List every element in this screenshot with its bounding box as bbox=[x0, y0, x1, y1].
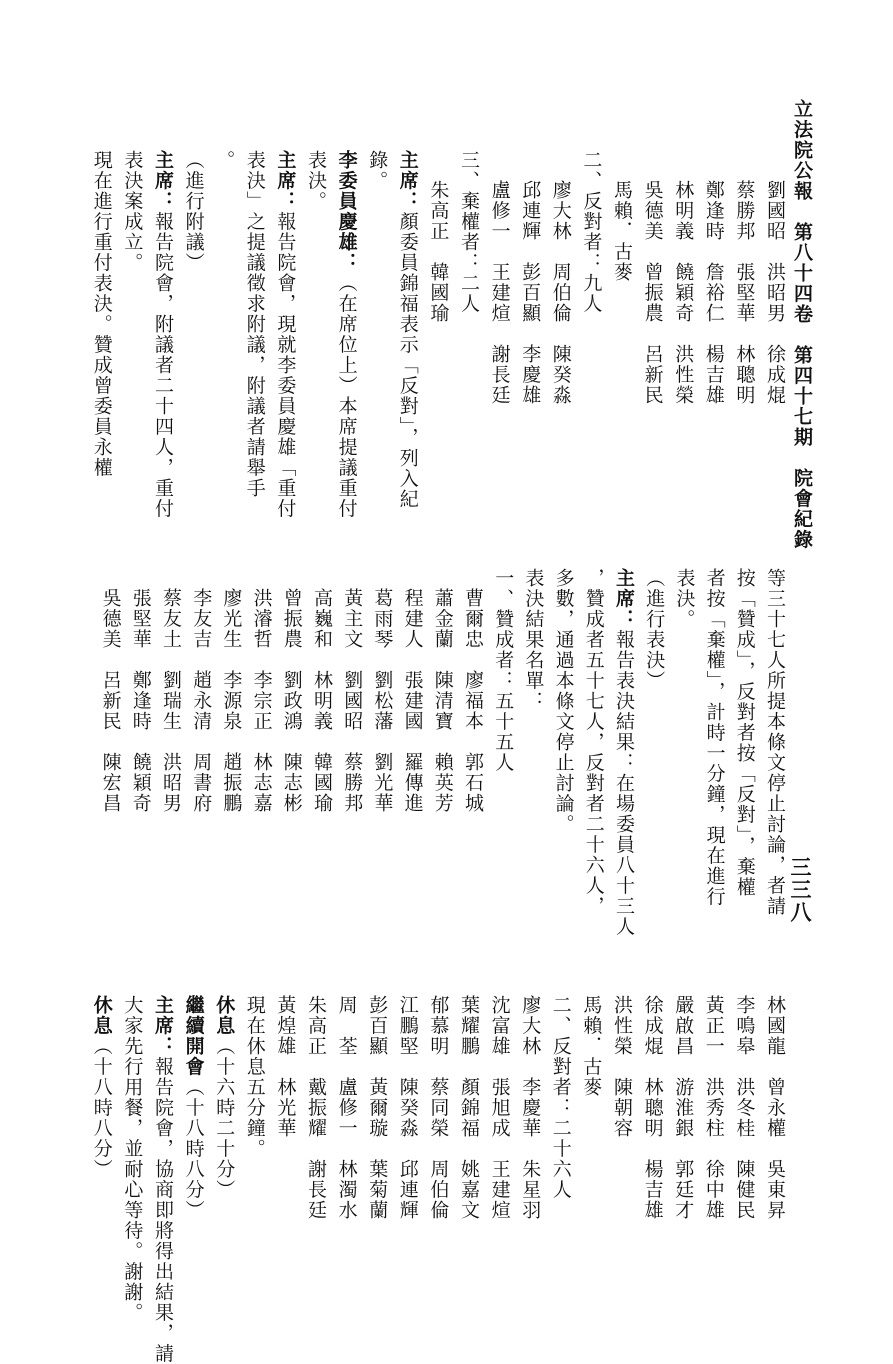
middle-column-21: 張堅華 鄭逢時 饒穎奇 bbox=[131, 588, 150, 814]
speaker-label: 李委員慶雄： bbox=[336, 150, 358, 273]
volume-label: 第八十四卷 bbox=[791, 222, 813, 325]
bottom-column-8: 廖大林 李慶華 朱星羽 bbox=[520, 995, 539, 1221]
bottom-column-12: 江鵬堅 陳癸淼 邱連輝 bbox=[398, 995, 417, 1221]
bottom-column-13: 彭百顯 黃爾璇 葉菊蘭 bbox=[367, 995, 386, 1221]
bottom-column-3: 嚴啟昌 游淮銀 郭廷才 bbox=[673, 995, 692, 1221]
top-column-5: 馬賴．古麥 bbox=[612, 180, 631, 283]
top-column-0: 劉國昭 洪昭男 徐成焜 bbox=[765, 180, 784, 406]
bottom-column-5: 洪性榮 陳朝容 bbox=[612, 995, 631, 1139]
speaker-label: 休息 bbox=[213, 995, 235, 1036]
bottom-column-1: 李鳴皋 洪冬桂 陳健民 bbox=[734, 995, 753, 1221]
bottom-column-7: 二、反對者：二十六人 bbox=[551, 995, 570, 1200]
top-column-20 bbox=[153, 150, 172, 519]
bottom-column-6: 馬賴．古麥 bbox=[581, 995, 600, 1098]
speaker-label: 休息 bbox=[91, 995, 113, 1036]
bottom-column-18 bbox=[214, 995, 233, 1200]
speech-text: 報告表決結果：在場委員八十三人 bbox=[613, 630, 635, 938]
top-column-13: 錄。 bbox=[367, 150, 386, 191]
speaker-label: 主席： bbox=[274, 150, 296, 212]
middle-column-11: 蕭金蘭 陳清寶 賴英芳 bbox=[433, 588, 452, 814]
middle-column-14: 黃主文 劉國昭 蔡勝邦 bbox=[342, 588, 361, 814]
speech-text: 顏委員錦福表示「反對」，列入紀 bbox=[397, 212, 419, 510]
speaker-label: 主席： bbox=[397, 150, 419, 212]
middle-column-16: 曾振農 劉政鴻 陳志彬 bbox=[282, 588, 301, 814]
middle-column-0: 等三十七人所提本條文停止討論，者請 bbox=[765, 568, 784, 917]
middle-column-3: 表決。 bbox=[674, 568, 693, 630]
middle-column-10: 曹爾忠 廖福本 郭石城 bbox=[463, 588, 482, 814]
middle-column-18: 廖光生 李源泉 趙振鵬 bbox=[221, 588, 240, 814]
speaker-label: 主席： bbox=[152, 995, 174, 1057]
top-column-11: 朱高正 韓國瑜 bbox=[428, 180, 447, 324]
top-column-9: 盧修一 王建煊 謝長廷 bbox=[490, 180, 509, 406]
top-column-3: 林明義 饒穎奇 洪性榮 bbox=[673, 180, 692, 406]
top-column-12 bbox=[398, 150, 417, 510]
bottom-column-9: 沈富雄 張旭成 王建煊 bbox=[490, 995, 509, 1221]
bottom-column-17: 現在休息五分鐘。 bbox=[245, 995, 264, 1159]
top-column-14 bbox=[337, 150, 356, 519]
top-column-17: 表決」之提議徵求附議，附議者請舉手 bbox=[245, 150, 264, 499]
middle-column-15: 高巍和 林明義 韓國瑜 bbox=[312, 588, 331, 814]
speech-text: 報告院會，協商即將得出結果，請 bbox=[152, 1057, 174, 1364]
middle-column-7: 多數，通過本條文停止討論。 bbox=[554, 568, 573, 835]
bottom-column-20 bbox=[153, 995, 172, 1364]
bottom-column-14: 周 荃 盧修一 林濁水 bbox=[337, 995, 356, 1221]
bottom-column-15: 朱高正 戴振耀 謝長廷 bbox=[306, 995, 325, 1221]
bottom-column-11: 郁慕明 蔡同榮 周伯倫 bbox=[428, 995, 447, 1221]
top-column-7: 廖大林 周伯倫 陳癸淼 bbox=[551, 180, 570, 406]
middle-column-20: 蔡友土 劉瑞生 洪昭男 bbox=[161, 588, 180, 814]
middle-column-17: 洪濬哲 李宗正 林志嘉 bbox=[252, 588, 271, 814]
publication-title: 立法院公報 bbox=[791, 99, 813, 202]
middle-column-19: 李友吉 趙永清 周書府 bbox=[191, 588, 210, 814]
top-column-19: （進行附議） bbox=[184, 150, 203, 273]
speaker-label: 主席： bbox=[152, 150, 174, 212]
speaker-label: 主席： bbox=[613, 568, 635, 630]
bottom-column-0: 林國龍 曾永權 吳東昇 bbox=[765, 995, 784, 1221]
middle-column-2: 者按「棄權」，計時一分鐘，現在進行 bbox=[705, 568, 724, 907]
speech-text: （在席位上）本席提議重付 bbox=[336, 273, 358, 519]
speech-text: 報告院會，附議者二十四人，重付 bbox=[152, 212, 174, 520]
top-column-10: 三、棄權者：二人 bbox=[459, 150, 478, 314]
top-column-16 bbox=[275, 150, 294, 519]
top-column-8: 邱連輝 彭百顯 李慶雄 bbox=[520, 180, 539, 406]
top-column-4: 吳德美 曾振農 呂新民 bbox=[643, 180, 662, 406]
bottom-column-19 bbox=[184, 995, 203, 1221]
speech-text: （十六時二十分） bbox=[213, 1036, 235, 1200]
middle-column-12: 程建人 張建國 羅傳進 bbox=[403, 588, 422, 814]
speech-text: （十八時八分） bbox=[183, 1077, 205, 1221]
issue-label: 第四十七期 bbox=[791, 345, 813, 448]
page-number: 三三八 bbox=[790, 856, 811, 924]
top-column-18: 。 bbox=[214, 150, 233, 171]
bottom-column-22 bbox=[92, 995, 111, 1180]
middle-column-22: 吳德美 呂新民 陳宏昌 bbox=[101, 588, 120, 814]
middle-column-8: 表決結果名單： bbox=[523, 568, 542, 712]
bottom-column-10: 葉耀鵬 顏錦福 姚嘉文 bbox=[459, 995, 478, 1221]
bottom-column-2: 黃正一 洪秀柱 徐中雄 bbox=[704, 995, 723, 1221]
speech-text: （十八時八分） bbox=[91, 1036, 113, 1180]
middle-column-4: （進行表決） bbox=[644, 568, 663, 691]
middle-column-5 bbox=[614, 568, 633, 937]
speech-text: 報告院會，現就李委員慶雄「重付 bbox=[274, 212, 296, 520]
bottom-column-16: 黃煌雄 林光華 bbox=[275, 995, 294, 1139]
top-column-2: 鄭逢時 詹裕仁 楊吉雄 bbox=[704, 180, 723, 406]
top-column-6: 二、反對者：九人 bbox=[581, 150, 600, 314]
middle-column-13: 葛雨琴 劉松藩 劉光華 bbox=[372, 588, 391, 814]
speaker-label: 繼續開會 bbox=[183, 995, 205, 1077]
top-column-21: 表決案成立。 bbox=[122, 150, 141, 273]
section-label: 院會紀錄 bbox=[791, 468, 813, 550]
top-column-22: 現在進行重付表決。贊成曾委員永權 bbox=[92, 150, 111, 478]
top-column-15: 表決。 bbox=[306, 150, 325, 212]
bottom-column-21: 大家先行用餐，並耐心等待。謝謝。 bbox=[122, 995, 141, 1323]
running-header bbox=[792, 52, 830, 550]
bottom-column-4: 徐成焜 林聰明 楊吉雄 bbox=[643, 995, 662, 1221]
middle-column-6: ，贊成者五十七人，反對者二十六人， bbox=[584, 568, 603, 917]
middle-column-9: 一、贊成者：五十五人 bbox=[493, 568, 512, 773]
middle-column-1: 按「贊成」，反對者按「反對」，棄權 bbox=[735, 568, 754, 898]
top-column-1: 蔡勝邦 張堅華 林聰明 bbox=[734, 180, 753, 406]
